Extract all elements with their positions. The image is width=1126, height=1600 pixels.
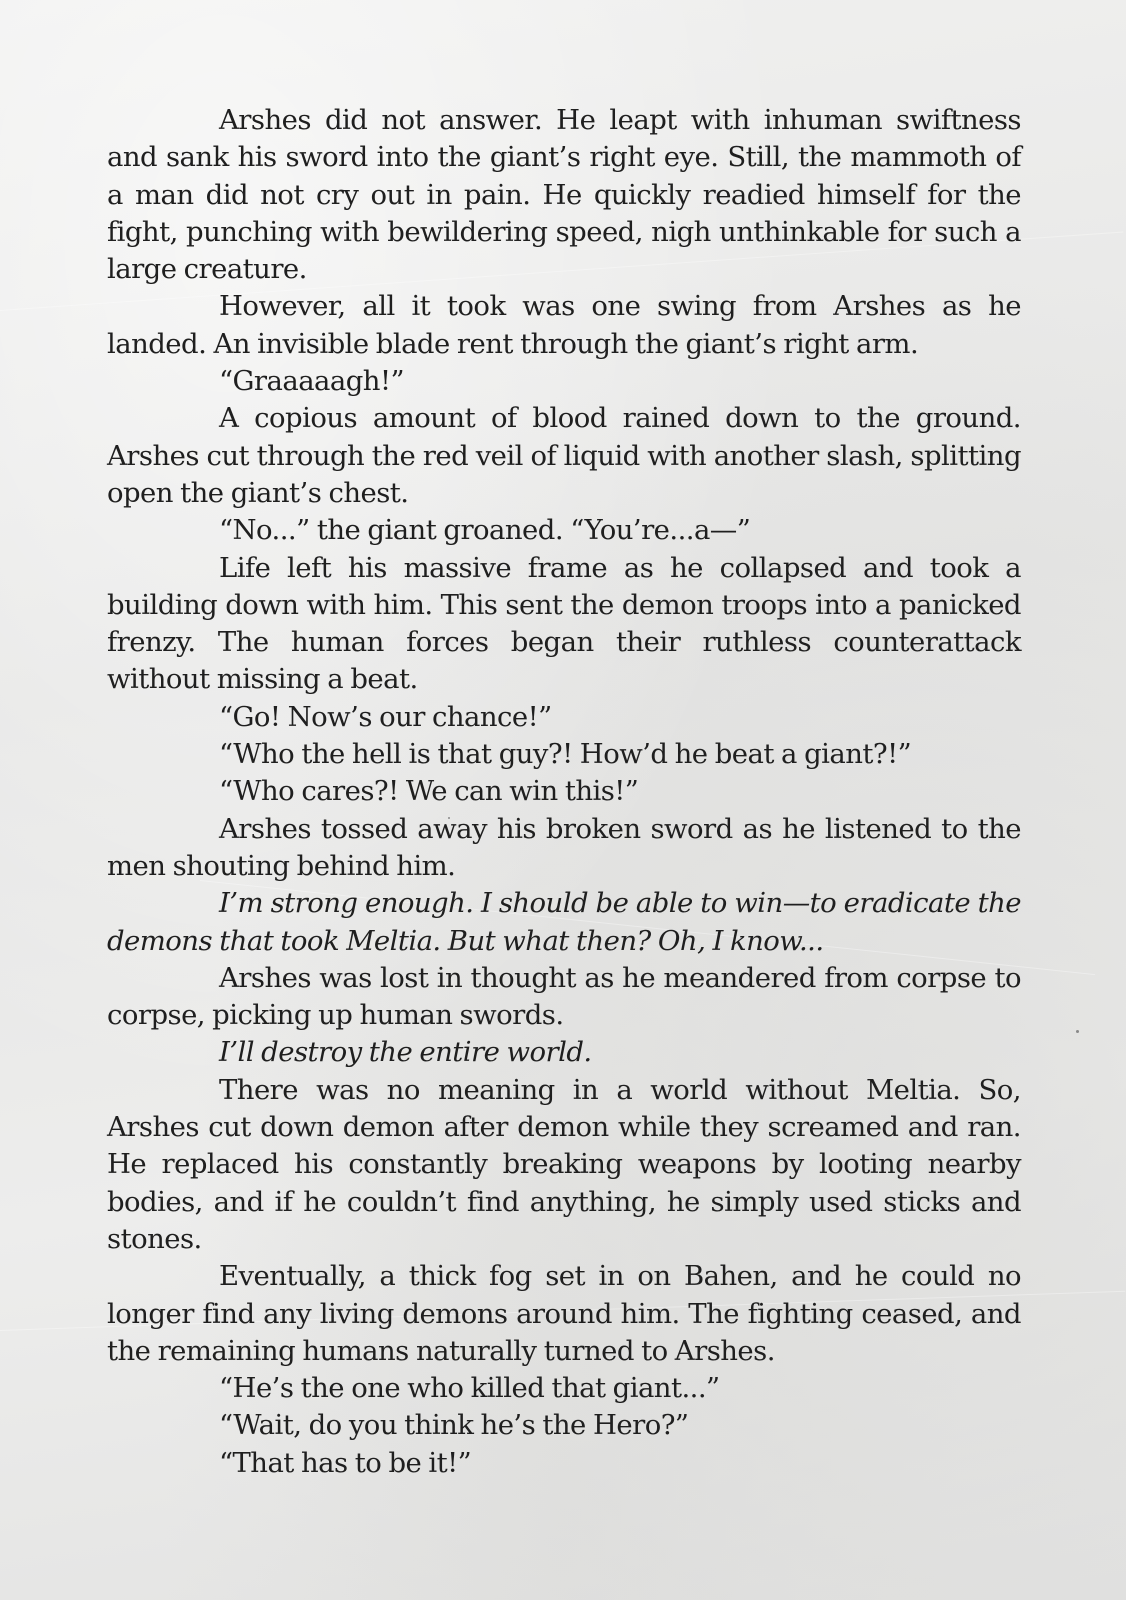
- paragraph: “Who the hell is that guy?! How’d he beat a giant?!”: [219, 738, 912, 771]
- paragraph: “That has to be it!”: [219, 1446, 472, 1479]
- paragraph: Arshes was lost in thought as he meandered from corpse to corpse, picking up human swords.: [107, 961, 1021, 1032]
- paragraph: “Go! Now’s our chance!”: [219, 700, 552, 733]
- paragraph: There was no meaning in a world without Meltia. So, Arshes cut down demon after demon while they screamed and ran. He replaced his constantly breaking weapons by looting nearby bodies, and if he couldn’t find anything, he simply used sticks and stones.: [107, 1073, 1021, 1255]
- paragraph: “Graaaaagh!”: [219, 365, 404, 398]
- paragraph: Life left his massive frame as he collapsed and took a building down with him. This sent the demon troops into a panicked frenzy. The human forces began their ruthless counterattack without missing a beat.: [107, 551, 1021, 696]
- paragraph: A copious amount of blood rained down to the ground. Arshes cut through the red veil of liquid with another slash, splitting open the giant’s chest.: [107, 402, 1021, 509]
- paragraph: “No...” the giant groaned. “You’re...a—”: [219, 514, 751, 547]
- paper-speck: [1076, 1030, 1079, 1033]
- paragraph: Arshes tossed away his broken sword as he listened to the men shouting behind him.: [107, 812, 1021, 882]
- paragraph: However, all it took was one swing from Arshes as he landed. An invisible blade rent through the giant’s right arm.: [107, 290, 1021, 360]
- paragraph: “Who cares?! We can win this!”: [219, 775, 639, 808]
- paragraph: Arshes did not answer. He leapt with inhuman swiftness and sank his sword into the giant’s right eye. Still, the mammoth of a man did not cry out in pain. He quickly readied himself for the fight, punching with bewildering speed, nigh unthinkable for such a large creature.: [107, 104, 1021, 286]
- paragraph: Eventually, a thick fog set in on Bahen, and he could no longer find any living demons around him. The fighting ceased, and the remaining humans naturally turned to Arshes.: [107, 1260, 1021, 1367]
- italic-thought: I’ll destroy the entire world.: [219, 1036, 592, 1069]
- paragraph: “Wait, do you think he’s the Hero?”: [219, 1409, 689, 1442]
- paragraph: “He’s the one who killed that giant...”: [219, 1372, 720, 1405]
- body-text: [107, 102, 1021, 1482]
- italic-thought: I’m strong enough. I should be able to win—to eradicate the demons that took Meltia. But what then? Oh, I know...: [107, 887, 1021, 957]
